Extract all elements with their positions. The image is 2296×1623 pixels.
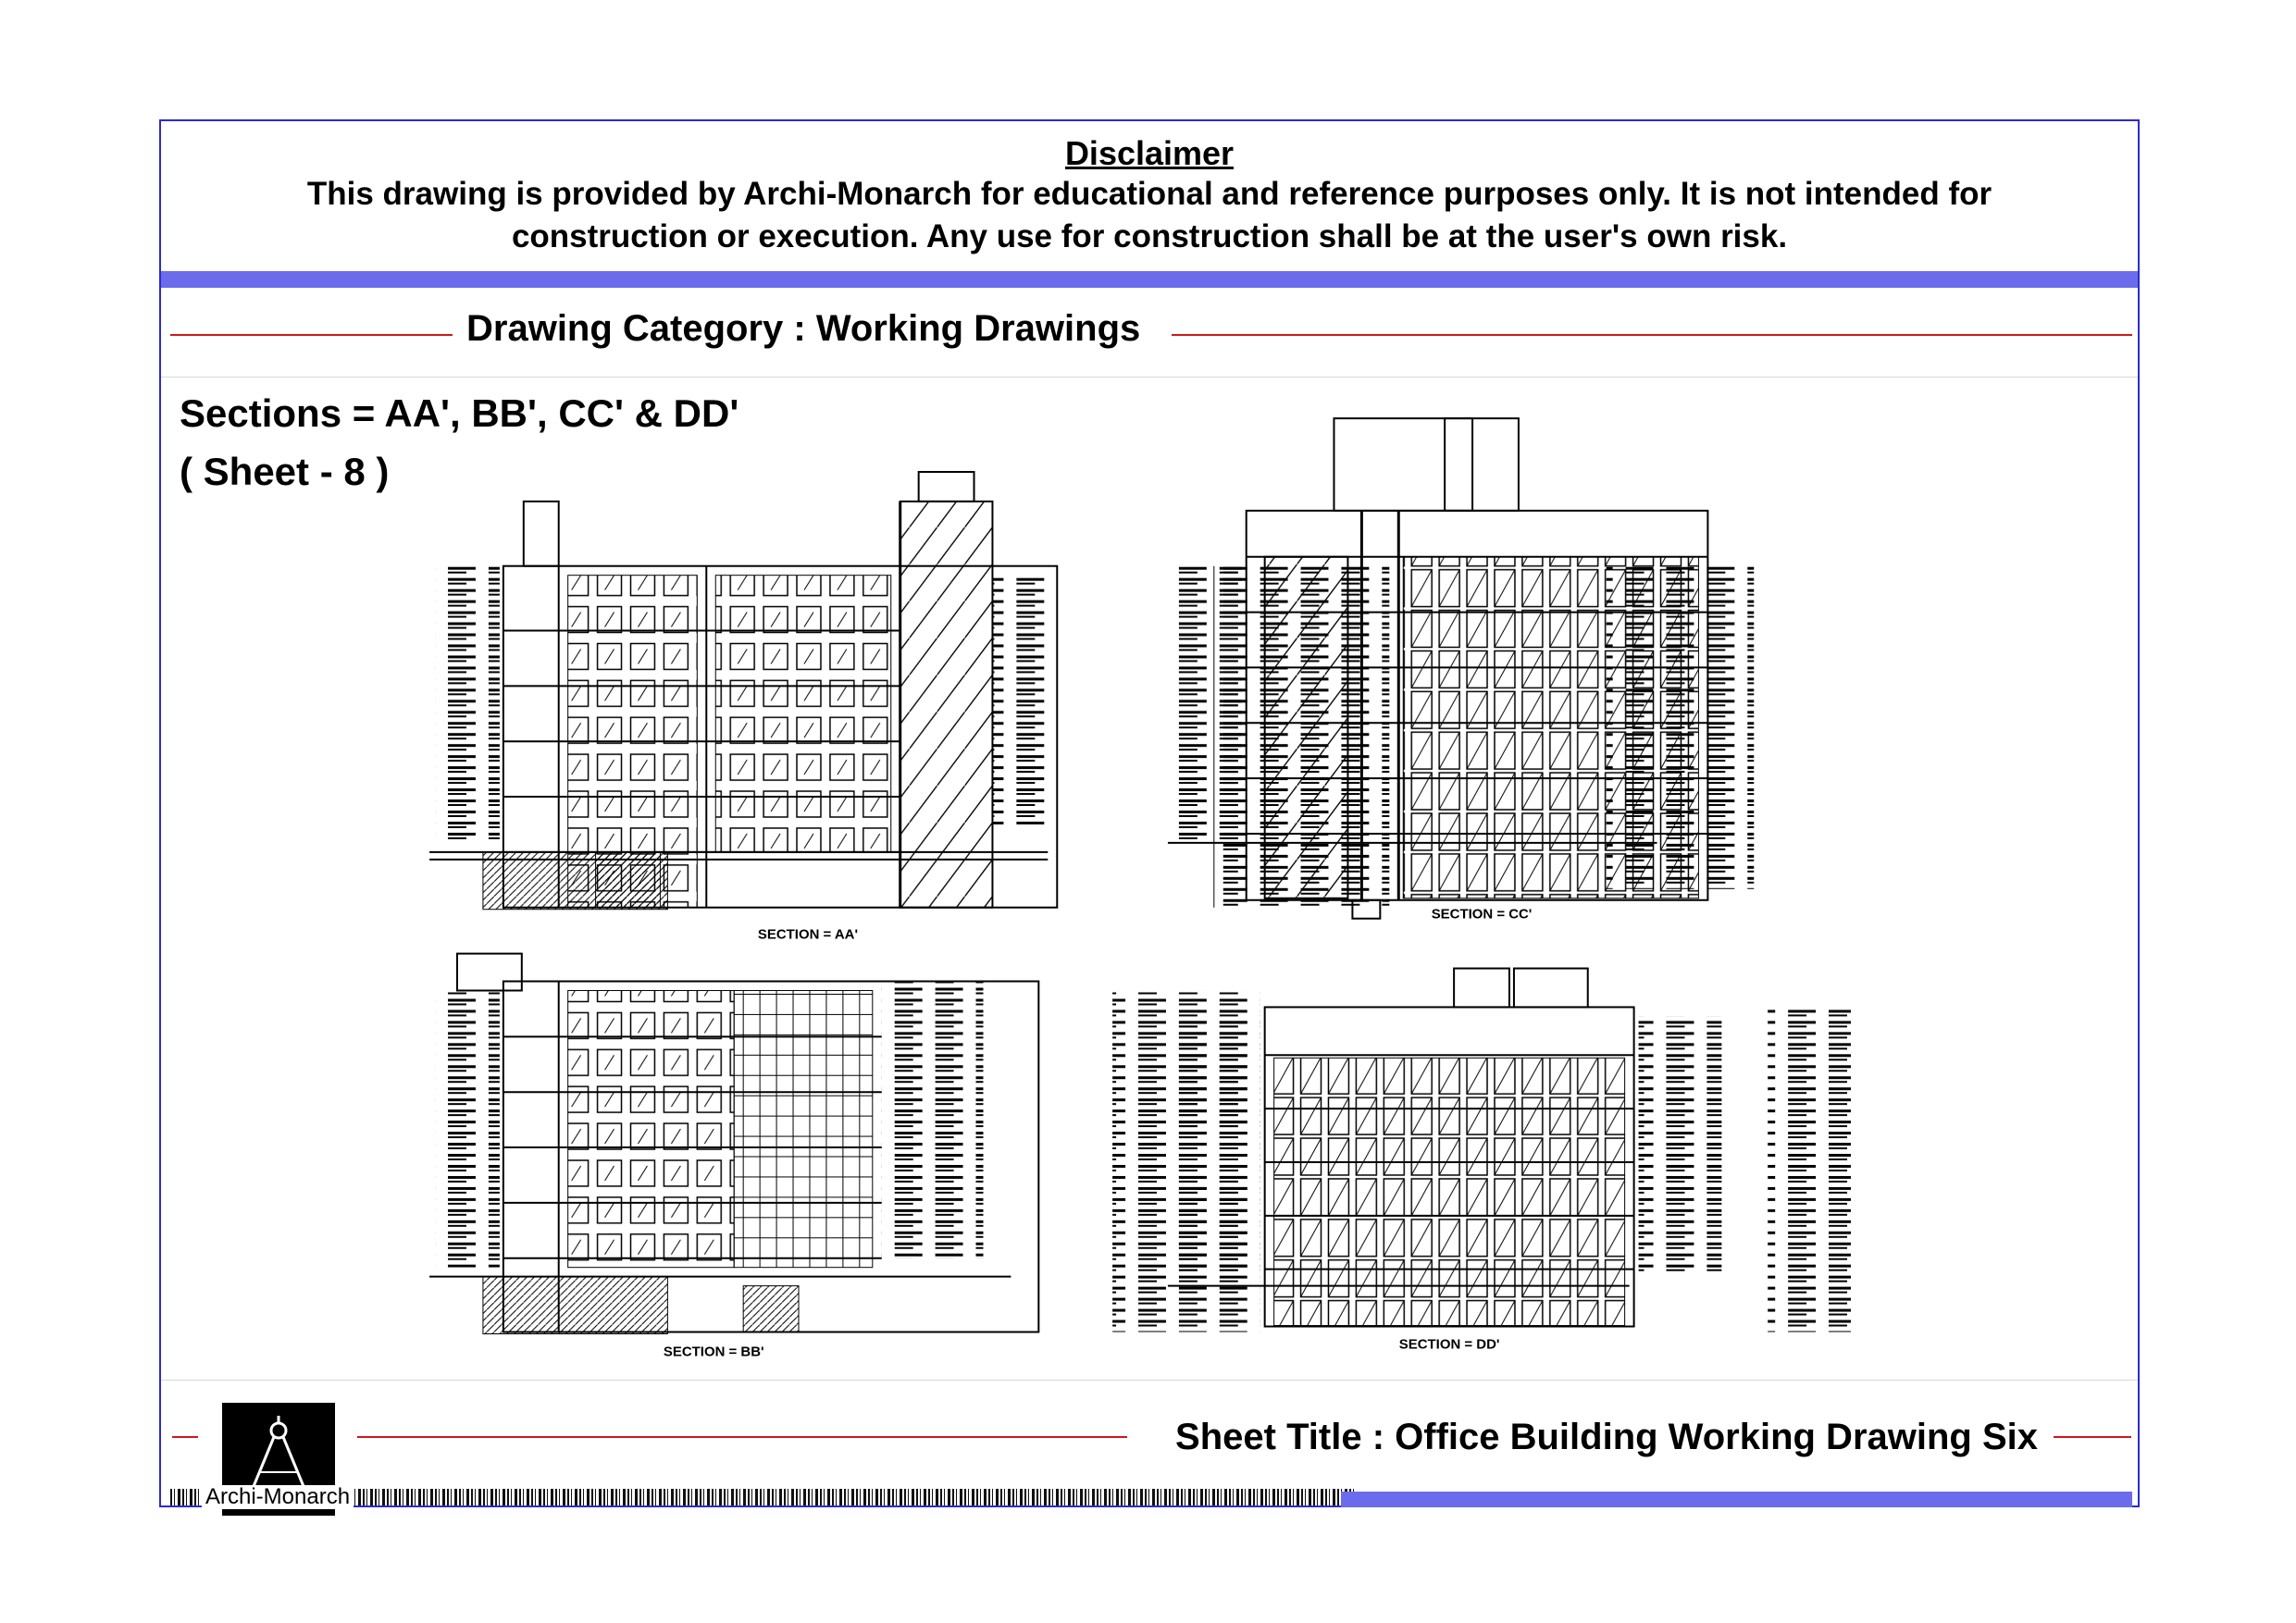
drawing-sheet: [159, 119, 2140, 1507]
section-cc-label: SECTION = CC': [1431, 906, 1533, 923]
disclaimer-title: Disclaimer: [1064, 134, 1235, 172]
sections-title: Sections = AA', BB', CC' & DD': [180, 391, 739, 435]
brand-name: Archi-Monarch: [205, 1484, 351, 1509]
section-bb-label: SECTION = BB': [663, 1344, 764, 1360]
section-dd-drawing: [1168, 969, 1851, 1332]
footer-band: [1341, 1492, 2132, 1507]
category-title: Drawing Category : Working Drawings: [466, 308, 1141, 349]
section-dd-label: SECTION = DD': [1398, 1336, 1500, 1353]
section-bb-drawing: [429, 954, 1260, 1334]
footer-rule-middle: [357, 1436, 1127, 1438]
section-drawings: [161, 121, 2138, 1505]
sheet-title: Sheet Title : Office Building Working Drawing Six: [1175, 1417, 2038, 1457]
section-aa-label: SECTION = AA': [757, 926, 859, 943]
footer-rule-right: [2054, 1436, 2131, 1438]
sheet-number: ( Sheet - 8 ): [180, 450, 390, 493]
footer-separator: [161, 1380, 2138, 1381]
footer-rule-left: [172, 1436, 198, 1438]
brand-label-box: [202, 1485, 354, 1509]
disclaimer-text: This drawing is provided by Archi-Monarch for educational and reference purposes only. It is not intended for construction or execution. Any use for construction shall be at the user's own risk.: [306, 176, 1992, 254]
